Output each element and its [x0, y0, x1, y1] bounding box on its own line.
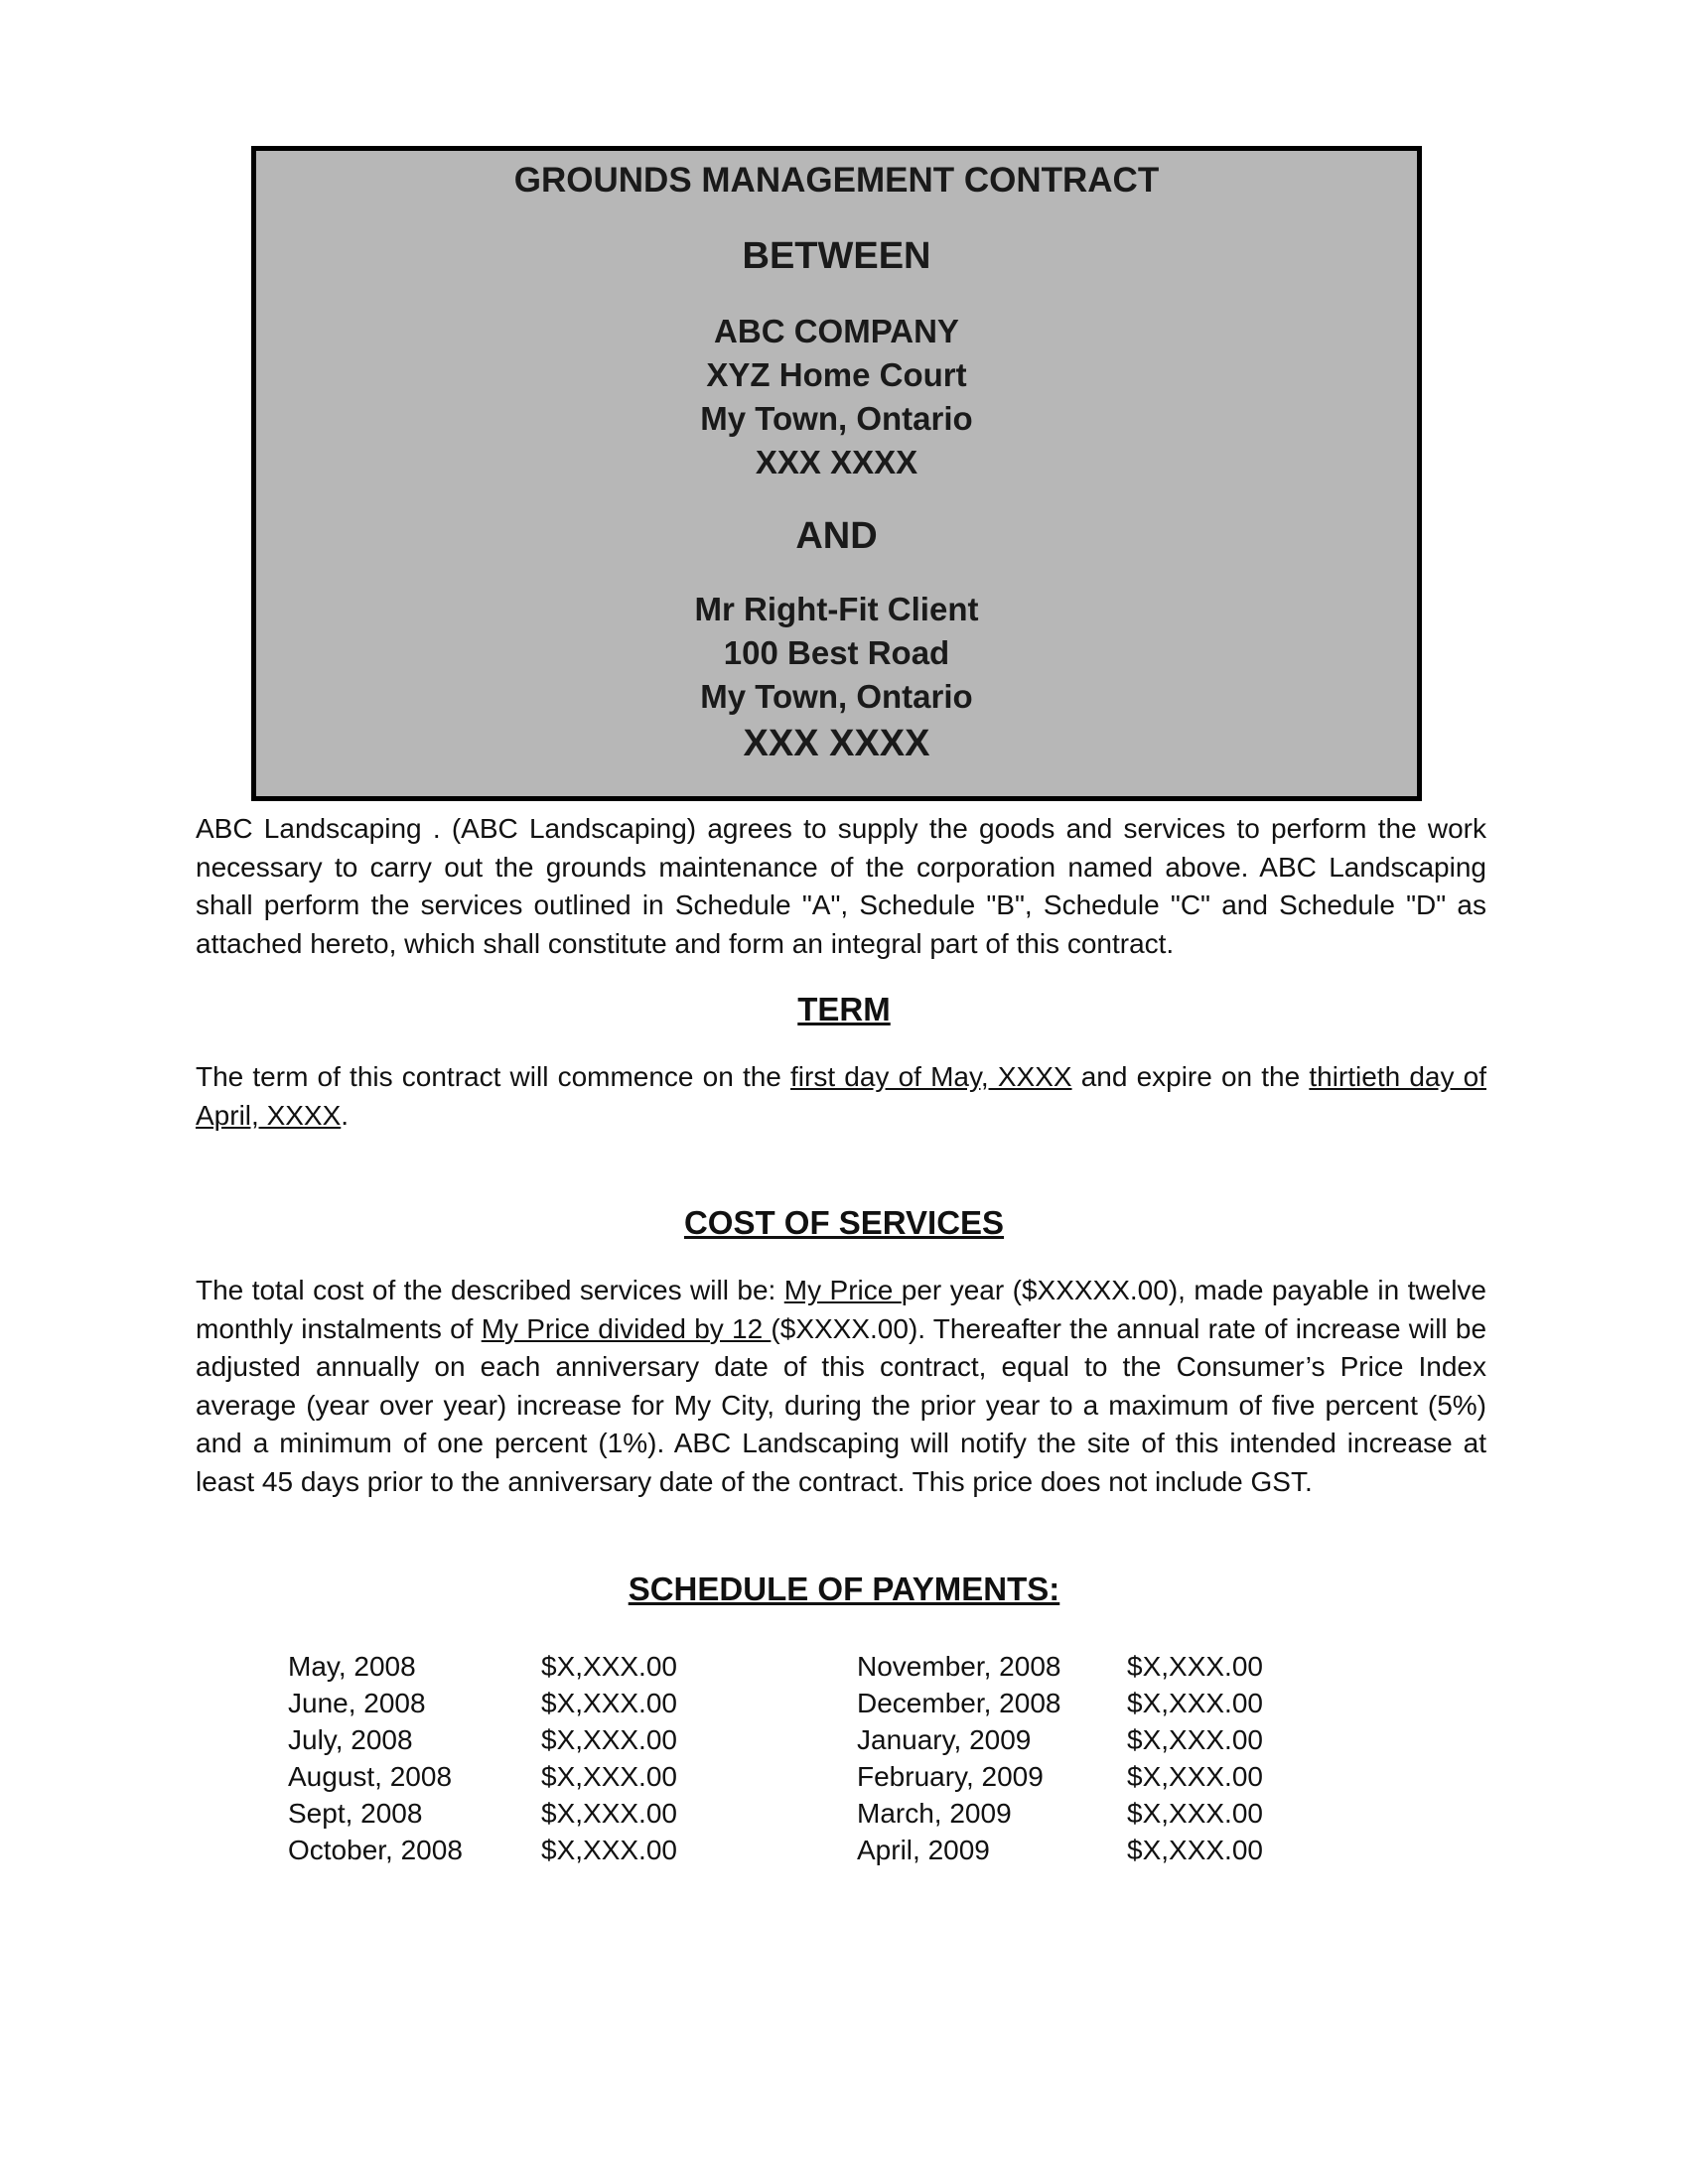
- contract-title: GROUNDS MANAGEMENT CONTRACT: [513, 161, 1160, 200]
- schedule-left-months: [288, 1648, 463, 1868]
- payment-amount: $X,XXX.00: [541, 1835, 677, 1865]
- cost-text-2: per year ($XXXXX.00), made payable in twelve monthly instalments of: [196, 1275, 1486, 1344]
- payment-month: May, 2008: [288, 1651, 416, 1682]
- client-address-line1: 100 Best Road: [723, 634, 950, 671]
- payment-month: August, 2008: [288, 1761, 453, 1792]
- company-name: ABC COMPANY: [714, 313, 959, 349]
- cost-paragraph: [196, 1272, 1486, 1501]
- cost-heading: COST OF SERVICES: [683, 1204, 1005, 1241]
- cost-monthly-price: My Price divided by 12: [481, 1312, 772, 1344]
- term-start-date: first day of May, XXXX: [790, 1061, 1072, 1092]
- payment-month: February, 2009: [857, 1761, 1044, 1792]
- client-postal-code: XXX XXXX: [743, 723, 930, 764]
- payment-amount: $X,XXX.00: [541, 1724, 677, 1755]
- payment-month: October, 2008: [288, 1835, 463, 1865]
- payment-amount: $X,XXX.00: [1127, 1761, 1263, 1792]
- term-text-3: .: [341, 1099, 350, 1131]
- payment-month: March, 2009: [857, 1798, 1012, 1829]
- payment-month: July, 2008: [288, 1724, 413, 1755]
- contract-header-box: [251, 146, 1422, 801]
- payment-amount: $X,XXX.00: [1127, 1651, 1263, 1682]
- company-address-line2: My Town, Ontario: [700, 400, 973, 437]
- payment-month: Sept, 2008: [288, 1798, 423, 1829]
- schedule-left-amounts: [541, 1648, 677, 1868]
- cost-text-3: ($XXXX.00). Thereafter the annual rate of increase will be adjusted annually on each anniversary date of this contract, equal to the Consumer’s Price Index average (year over year) increase for My City, during the prior year to a maximum of five percent (5%) and a minimum of one percent (1%). ABC Landscaping will notify the site of this intended increase at least 45 days prior to the anniversary date of the contract. This price does not include GST.: [196, 1312, 1487, 1497]
- payment-amount: $X,XXX.00: [541, 1798, 677, 1829]
- payment-amount: $X,XXX.00: [1127, 1724, 1263, 1755]
- payment-month: December, 2008: [857, 1688, 1061, 1718]
- term-end-date: thirtieth day of April, XXXX: [196, 1061, 1486, 1131]
- payment-amount: $X,XXX.00: [1127, 1798, 1263, 1829]
- cost-price: My Price: [783, 1275, 902, 1305]
- payment-amount: $X,XXX.00: [541, 1688, 677, 1718]
- client-name: Mr Right-Fit Client: [694, 591, 979, 627]
- payment-month: November, 2008: [857, 1651, 1061, 1682]
- term-paragraph: [196, 1058, 1486, 1135]
- intro-paragraph: ABC Landscaping . (ABC Landscaping) agrees to supply the goods and services to perform the work necessary to carry out the grounds maintenance of the corporation named above. ABC Landscaping shall perform the services outlined in Schedule "A", Schedule "B", Schedule "C" and Schedule "D" as attached hereto, which shall constitute and form an integral part of this contract.: [196, 813, 1486, 959]
- schedule-right-amounts: [1127, 1648, 1263, 1868]
- cost-text-1: The total cost of the described services will be:: [196, 1275, 784, 1305]
- schedule-right-months: [857, 1648, 1060, 1868]
- payment-month: April, 2009: [857, 1835, 990, 1865]
- payment-month: June, 2008: [288, 1688, 426, 1718]
- term-heading: TERM: [797, 991, 891, 1027]
- term-text-1: The term of this contract will commence on the: [196, 1061, 791, 1092]
- payment-amount: $X,XXX.00: [541, 1651, 677, 1682]
- payment-amount: $X,XXX.00: [1127, 1688, 1263, 1718]
- and-label: AND: [795, 515, 878, 557]
- company-postal-code: XXX XXXX: [755, 444, 918, 480]
- payment-amount: $X,XXX.00: [541, 1761, 677, 1792]
- term-text-2: and expire on the: [1071, 1061, 1310, 1092]
- payment-amount: $X,XXX.00: [1127, 1835, 1263, 1865]
- schedule-heading: SCHEDULE OF PAYMENTS:: [628, 1570, 1060, 1607]
- company-address-line1: XYZ Home Court: [706, 356, 967, 393]
- client-address-line2: My Town, Ontario: [700, 678, 973, 715]
- payment-month: January, 2009: [857, 1724, 1032, 1755]
- between-label: BETWEEN: [742, 235, 931, 277]
